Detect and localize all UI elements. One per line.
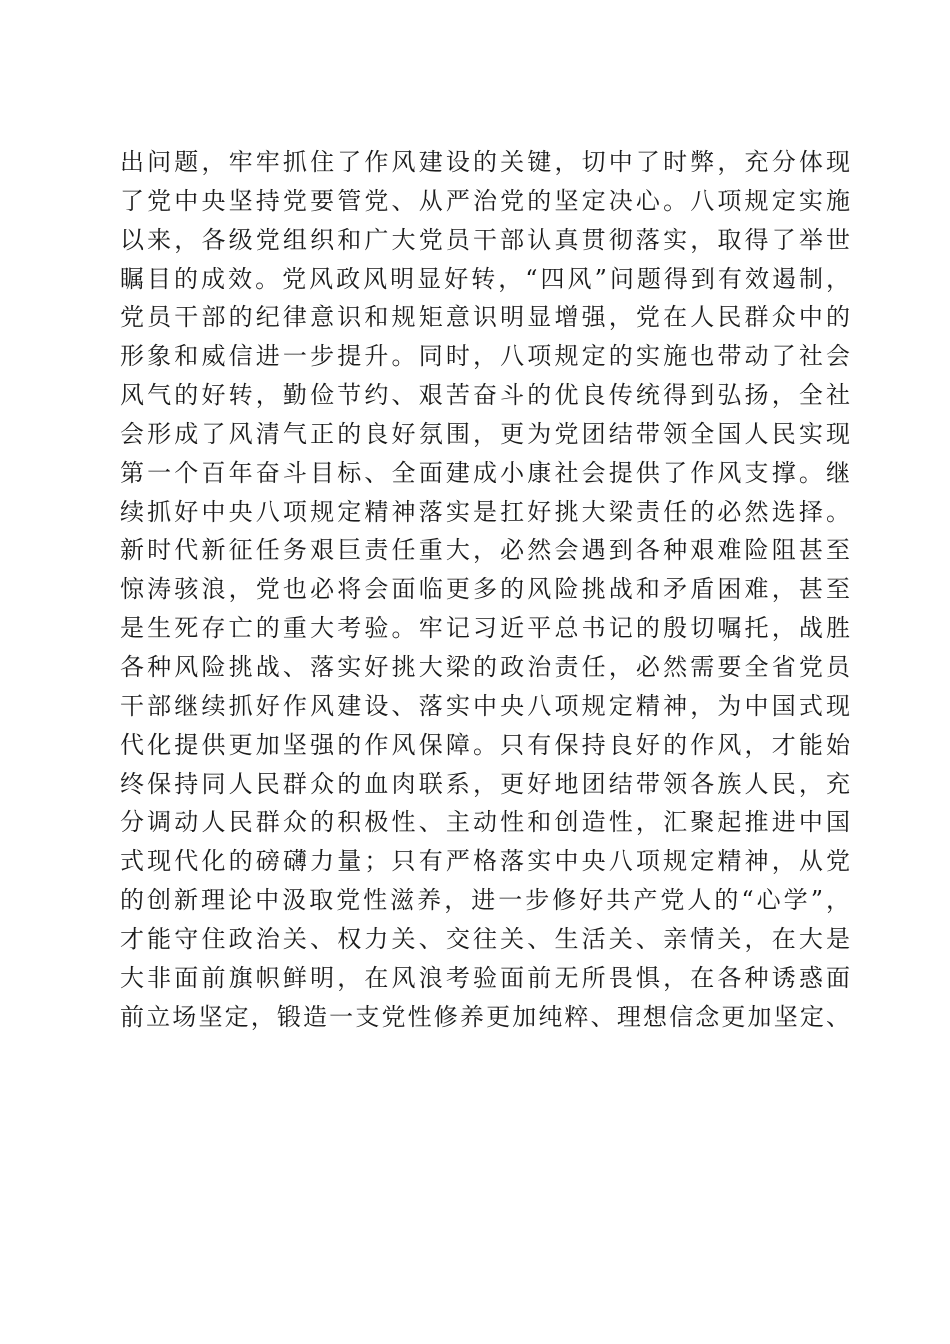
text-line: 了党中央坚持党要管党、从严治党的坚定决心。八项规定实施 — [120, 186, 850, 215]
text-line: 的创新理论中汲取党性滋养，进一步修好共产党人的“心学”， — [120, 886, 850, 915]
text-line: 续抓好中央八项规定精神落实是扛好挑大梁责任的必然选择。 — [120, 497, 850, 526]
text-line: 才能守住政治关、权力关、交往关、生活关、亲情关，在大是 — [120, 924, 850, 953]
text-line: 新时代新征任务艰巨责任重大，必然会遇到各种艰难险阻甚至 — [120, 536, 850, 565]
text-line: 终保持同人民群众的血肉联系，更好地团结带领各族人民，充 — [120, 769, 850, 798]
text-line: 第一个百年奋斗目标、全面建成小康社会提供了作风支撑。继 — [120, 458, 850, 487]
text-line: 惊涛骇浪，党也必将会面临更多的风险挑战和矛盾困难，甚至 — [120, 575, 850, 604]
text-line: 出问题，牢牢抓住了作风建设的关键，切中了时弊，充分体现 — [120, 148, 850, 176]
text-line: 分调动人民群众的积极性、主动性和创造性，汇聚起推进中国 — [120, 808, 850, 837]
text-line: 干部继续抓好作风建设、落实中央八项规定精神，为中国式现 — [120, 691, 850, 720]
text-line: 瞩目的成效。党风政风明显好转，“四风”问题得到有效遏制， — [120, 264, 850, 293]
text-line: 是生死存亡的重大考验。牢记习近平总书记的殷切嘱托，战胜 — [120, 614, 850, 643]
text-line: 各种风险挑战、落实好挑大梁的政治责任，必然需要全省党员 — [120, 652, 850, 681]
body-text — [120, 143, 850, 1036]
text-line: 形象和威信进一步提升。同时，八项规定的实施也带动了社会 — [120, 342, 850, 371]
text-line: 式现代化的磅礴力量；只有严格落实中央八项规定精神，从党 — [120, 847, 850, 876]
text-line: 党员干部的纪律意识和规矩意识明显增强，党在人民群众中的 — [120, 303, 850, 332]
text-line: 大非面前旗帜鲜明，在风浪考验面前无所畏惧，在各种诱惑面 — [120, 963, 850, 992]
text-line: 前立场坚定，锻造一支党性修养更加纯粹、理想信念更加坚定、 — [120, 1002, 850, 1031]
text-line: 以来，各级党组织和广大党员干部认真贯彻落实，取得了举世 — [120, 225, 850, 254]
text-line: 风气的好转，勤俭节约、艰苦奋斗的优良传统得到弘扬，全社 — [120, 381, 850, 410]
text-line: 代化提供更加坚强的作风保障。只有保持良好的作风，才能始 — [120, 730, 850, 759]
text-line: 会形成了风清气正的良好氛围，更为党团结带领全国人民实现 — [120, 419, 850, 448]
